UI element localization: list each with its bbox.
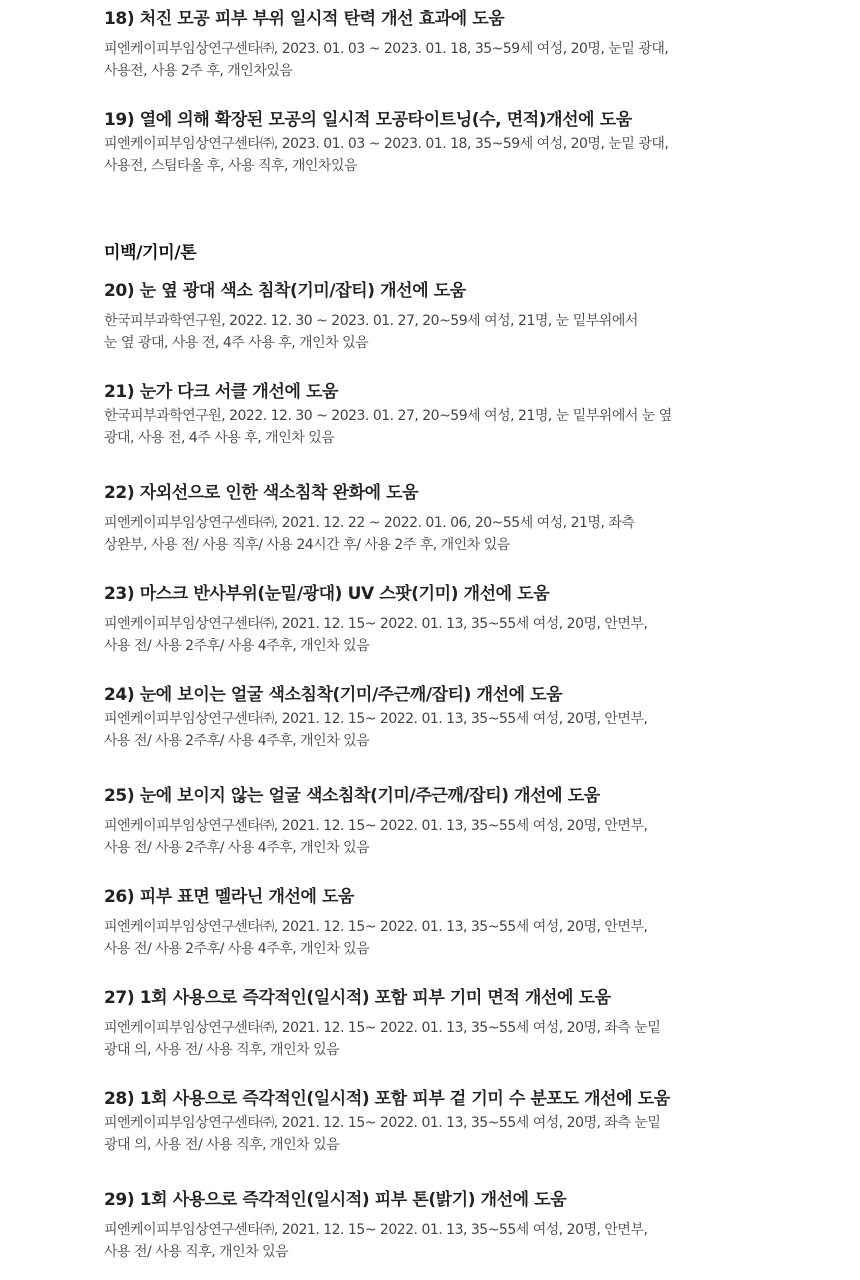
claim-title: 26) 피부 표면 멜라닌 개선에 도움 xyxy=(104,887,355,907)
claim-item-18 xyxy=(104,8,704,82)
claim-title: 27) 1회 사용으로 즉각적인(일시적) 포함 피부 기미 면적 개선에 도움 xyxy=(104,988,611,1008)
claim-description-line: 사용 전/ 사용 2주후/ 사용 4주후, 개인차 있음 xyxy=(104,733,370,749)
claim-description-line: 광대 의, 사용 전/ 사용 직후, 개인차 있음 xyxy=(104,1137,340,1153)
claim-title: 22) 자외선으로 인한 색소침착 완화에 도움 xyxy=(104,483,419,503)
claim-description-line: 사용 전/ 사용 2주후/ 사용 4주후, 개인차 있음 xyxy=(104,941,370,957)
claim-title: 19) 열에 의해 확장된 모공의 일시적 모공타이트닝(수, 면적)개선에 도움 xyxy=(104,110,632,130)
claim-description-line: 피엔케이피부임상연구센타㈜, 2021. 12. 15~ 2022. 01. 13, 35~55세 여성, 20명, 좌측 눈밑 xyxy=(104,1020,661,1036)
claim-description-line: 피엔케이피부임상연구센타㈜, 2021. 12. 15~ 2022. 01. 13, 35~55세 여성, 20명, 안면부, xyxy=(104,616,648,632)
claim-title: 18) 처진 모공 피부 부위 일시적 탄력 개선 효과에 도움 xyxy=(104,9,505,29)
claim-description xyxy=(104,310,704,354)
claim-item-28 xyxy=(104,1088,704,1156)
claim-item-24 xyxy=(104,684,704,752)
claim-description xyxy=(104,133,704,177)
claim-description-line: 사용전, 스팀타올 후, 사용 직후, 개인차있음 xyxy=(104,158,358,174)
claim-item-23 xyxy=(104,583,704,657)
claim-description xyxy=(104,1112,704,1156)
claim-title: 28) 1회 사용으로 즉각적인(일시적) 포함 피부 겉 기미 수 분포도 개선에 도움 xyxy=(104,1089,670,1109)
claim-description-line: 눈 옆 광대, 사용 전, 4주 사용 후, 개인차 있음 xyxy=(104,335,369,351)
claim-item-22 xyxy=(104,482,704,556)
claim-description-line: 한국피부과학연구원, 2022. 12. 30 ~ 2023. 01. 27, 20~59세 여성, 21명, 눈 밑부위에서 xyxy=(104,313,638,329)
section-heading: 미백/기미/톤 xyxy=(104,243,197,263)
claim-description-line: 광대 의, 사용 전/ 사용 직후, 개인차 있음 xyxy=(104,1042,340,1058)
claim-description-line: 피엔케이피부임상연구센타㈜, 2021. 12. 15~ 2022. 01. 13, 35~55세 여성, 20명, 안면부, xyxy=(104,919,648,935)
claim-title: 21) 눈가 다크 서클 개선에 도움 xyxy=(104,382,339,402)
claim-description xyxy=(104,815,704,859)
claim-title: 23) 마스크 반사부위(눈밑/광대) UV 스팟(기미) 개선에 도움 xyxy=(104,584,550,604)
claim-description-line: 사용전, 사용 2주 후, 개인차있음 xyxy=(104,63,293,79)
claim-item-27 xyxy=(104,987,704,1061)
claim-description-line: 상완부, 사용 전/ 사용 직후/ 사용 24시간 후/ 사용 2주 후, 개인차 있음 xyxy=(104,537,510,553)
claim-description xyxy=(104,916,704,960)
claim-description-line: 피엔케이피부임상연구센타㈜, 2023. 01. 03 ~ 2023. 01. 18, 35~59세 여성, 20명, 눈밑 광대, xyxy=(104,41,669,57)
claim-item-29 xyxy=(104,1189,704,1263)
claim-description-line: 광대, 사용 전, 4주 사용 후, 개인차 있음 xyxy=(104,430,335,446)
claim-item-25 xyxy=(104,785,704,859)
claim-description xyxy=(104,708,704,752)
claim-item-19 xyxy=(104,109,704,177)
claim-description-line: 피엔케이피부임상연구센타㈜, 2023. 01. 03 ~ 2023. 01. 18, 35~59세 여성, 20명, 눈밑 광대, xyxy=(104,136,669,152)
claim-description xyxy=(104,1219,704,1263)
claim-description xyxy=(104,38,704,82)
claim-description-line: 피엔케이피부임상연구센타㈜, 2021. 12. 15~ 2022. 01. 13, 35~55세 여성, 20명, 안면부, xyxy=(104,1222,648,1238)
claim-description-line: 한국피부과학연구원, 2022. 12. 30 ~ 2023. 01. 27, 20~59세 여성, 21명, 눈 밑부위에서 눈 옆 xyxy=(104,408,672,424)
claim-description-line: 피엔케이피부임상연구센타㈜, 2021. 12. 15~ 2022. 01. 13, 35~55세 여성, 20명, 안면부, xyxy=(104,818,648,834)
claim-title: 29) 1회 사용으로 즉각적인(일시적) 피부 톤(밝기) 개선에 도움 xyxy=(104,1190,567,1210)
claim-description-line: 사용 전/ 사용 2주후/ 사용 4주후, 개인차 있음 xyxy=(104,638,370,654)
claim-item-21 xyxy=(104,381,704,449)
claim-description-line: 피엔케이피부임상연구센타㈜, 2021. 12. 15~ 2022. 01. 13, 35~55세 여성, 20명, 안면부, xyxy=(104,711,648,727)
claim-title: 25) 눈에 보이지 않는 얼굴 색소침착(기미/주근깨/잡티) 개선에 도움 xyxy=(104,786,600,806)
claim-description-line: 피엔케이피부임상연구센타㈜, 2021. 12. 15~ 2022. 01. 13, 35~55세 여성, 20명, 좌측 눈밑 xyxy=(104,1115,661,1131)
claim-item-20 xyxy=(104,280,704,354)
claim-item-26 xyxy=(104,886,704,960)
claim-description xyxy=(104,613,704,657)
claim-title: 20) 눈 옆 광대 색소 침착(기미/잡티) 개선에 도움 xyxy=(104,281,466,301)
claim-description-line: 사용 전/ 사용 2주후/ 사용 4주후, 개인차 있음 xyxy=(104,840,370,856)
claim-description xyxy=(104,405,704,449)
claim-description-line: 사용 전/ 사용 직후, 개인차 있음 xyxy=(104,1244,289,1260)
claim-description-line: 피엔케이피부임상연구센타㈜, 2021. 12. 22 ~ 2022. 01. 06, 20~55세 여성, 21명, 좌측 xyxy=(104,515,635,531)
claim-title: 24) 눈에 보이는 얼굴 색소침착(기미/주근깨/잡티) 개선에 도움 xyxy=(104,685,563,705)
claim-description xyxy=(104,1017,704,1061)
claim-description xyxy=(104,512,704,556)
